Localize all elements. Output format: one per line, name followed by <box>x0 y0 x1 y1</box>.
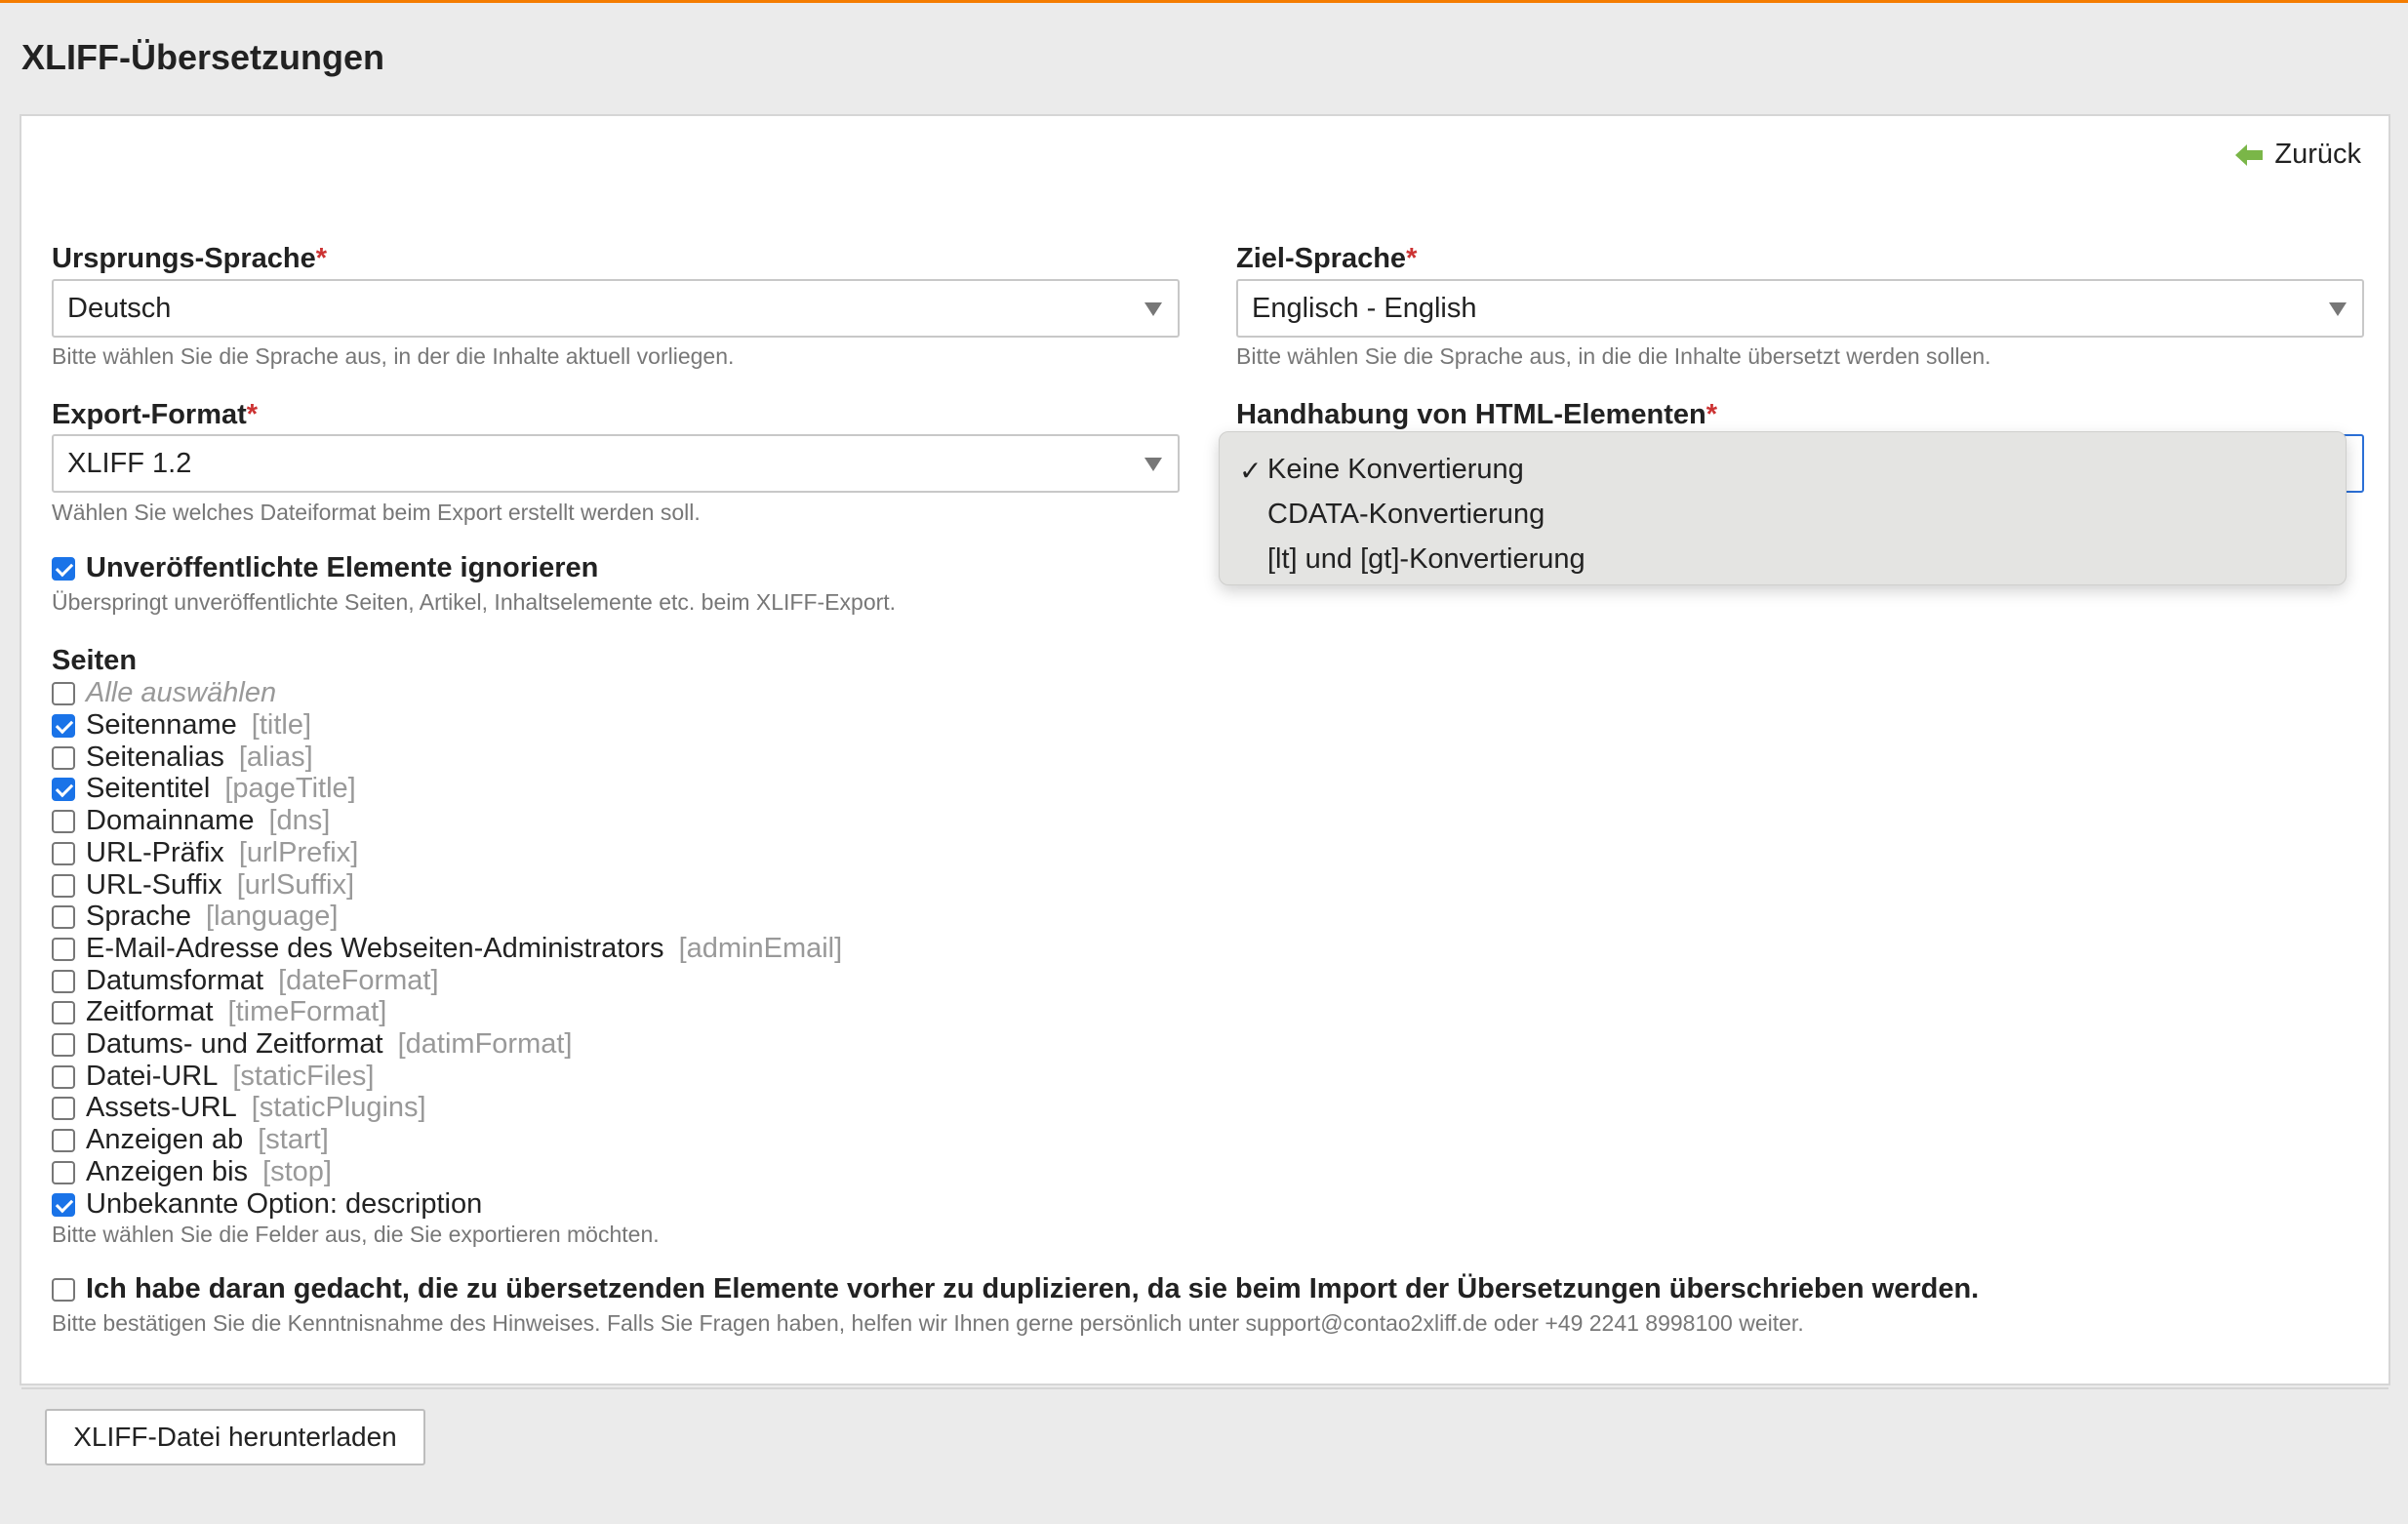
export-format-select[interactable] <box>52 434 1180 493</box>
pages-group-label: Seiten <box>52 645 138 676</box>
page-field-checkbox-row[interactable] <box>52 1124 329 1156</box>
page-field-label: URL-Suffix <box>86 869 222 901</box>
dropdown-option-label: CDATA-Konvertierung <box>1267 498 1545 530</box>
chevron-down-icon <box>1144 302 1162 316</box>
select-all-checkbox[interactable] <box>52 682 75 705</box>
confirm-label: Ich habe daran gedacht, die zu übersetzenden Elemente vorher zu duplizieren, da sie beim Import der Übersetzungen überschrieben werden. <box>86 1273 1980 1304</box>
confirm-checkbox-row[interactable] <box>52 1273 1979 1305</box>
confirm-checkbox[interactable] <box>52 1278 75 1302</box>
page-field-checkbox-row[interactable] <box>52 869 354 902</box>
required-mark: * <box>1406 243 1418 274</box>
confirm-help: Bitte bestätigen Sie die Kenntnisnahme des Hinweises. Falls Sie Fragen haben, helfen wir Ihnen gerne persönlich unter support@contao2xliff.de oder +49 2241 8998100 weiter. <box>52 1310 1804 1336</box>
source-lang-select[interactable] <box>52 279 1180 338</box>
page-field-checkbox-row[interactable] <box>52 1156 332 1188</box>
page-field-key: [title] <box>251 709 312 741</box>
page-field-key: [stop] <box>262 1156 332 1187</box>
checkmark-icon: ✓ <box>1239 456 1263 486</box>
page-field-checkbox[interactable] <box>52 1129 75 1152</box>
dropdown-option-cdata[interactable] <box>1220 492 2346 537</box>
page-field-label: Seitentitel <box>86 773 211 804</box>
page-field-checkbox-row[interactable] <box>52 837 358 869</box>
target-lang-label: Ziel-Sprache* <box>1236 243 1418 274</box>
page-field-key: [timeFormat] <box>227 996 387 1027</box>
export-format-label: Export-Format* <box>52 399 259 430</box>
page-field-label: URL-Präfix <box>86 837 224 868</box>
page-field-label: Anzeigen ab <box>86 1124 244 1155</box>
target-lang-select[interactable] <box>1236 279 2364 338</box>
select-all-checkbox-row[interactable] <box>52 677 276 709</box>
page-field-checkbox-row[interactable] <box>52 965 439 997</box>
page-field-label: Domainname <box>86 805 255 836</box>
page-field-key: [start] <box>258 1124 329 1155</box>
source-lang-value: Deutsch <box>67 292 172 324</box>
page-field-checkbox[interactable] <box>52 778 75 801</box>
page-field-label: Datums- und Zeitformat <box>86 1028 383 1060</box>
page-field-checkbox[interactable] <box>52 810 75 833</box>
page-field-checkbox[interactable] <box>52 1065 75 1089</box>
page-field-label: E-Mail-Adresse des Webseiten-Administrators <box>86 933 664 964</box>
back-link[interactable] <box>2233 139 2361 171</box>
page-field-label: Sprache <box>86 901 192 932</box>
target-lang-help: Bitte wählen Sie die Sprache aus, in die die Inhalte übersetzt werden sollen. <box>1236 343 1991 369</box>
export-format-value: XLIFF 1.2 <box>67 447 192 479</box>
page-field-checkbox-row[interactable] <box>52 1061 374 1093</box>
page-field-checkbox[interactable] <box>52 1097 75 1120</box>
page-field-checkbox-row[interactable] <box>52 901 338 933</box>
form-panel <box>20 114 2390 1385</box>
page-field-key: [staticPlugins] <box>251 1092 426 1123</box>
page-field-checkbox-row[interactable] <box>52 805 330 837</box>
page-field-checkbox[interactable] <box>52 714 75 738</box>
page-field-label: Datei-URL <box>86 1061 219 1092</box>
page-field-key: [language] <box>206 901 339 932</box>
page-field-checkbox[interactable] <box>52 746 75 770</box>
page-field-label: Seitenalias <box>86 742 224 773</box>
required-mark: * <box>246 399 259 430</box>
page-field-checkbox[interactable] <box>52 1161 75 1184</box>
download-xliff-button[interactable]: XLIFF-Datei herunterladen <box>45 1409 425 1465</box>
page-field-key: [pageTitle] <box>224 773 356 804</box>
page-field-key: [dateFormat] <box>278 965 439 996</box>
page-field-label: Seitenname <box>86 709 237 741</box>
page-field-checkbox-row[interactable] <box>52 709 311 742</box>
required-mark: * <box>315 243 328 274</box>
page-field-checkbox-row[interactable] <box>52 996 386 1028</box>
ignore-unpublished-checkbox[interactable] <box>52 557 75 581</box>
dropdown-option-label: [lt] und [gt]-Konvertierung <box>1267 542 1585 575</box>
page-field-checkbox-row[interactable] <box>52 1092 426 1124</box>
page-field-key: [urlSuffix] <box>236 869 355 901</box>
page-field-label: Anzeigen bis <box>86 1156 249 1187</box>
ignore-unpublished-label: Unveröffentlichte Elemente ignorieren <box>86 552 599 583</box>
pages-help: Bitte wählen Sie die Felder aus, die Sie exportieren möchten. <box>52 1222 660 1247</box>
dropdown-option-none[interactable] <box>1220 447 2346 492</box>
page-field-checkbox-row[interactable] <box>52 773 356 805</box>
page-field-checkbox[interactable] <box>52 1193 75 1217</box>
page-field-key: [staticFiles] <box>232 1061 375 1092</box>
page-field-checkbox[interactable] <box>52 1033 75 1057</box>
page-title: XLIFF-Übersetzungen <box>21 37 385 77</box>
page-field-label: Unbekannte Option: description <box>86 1188 483 1220</box>
ignore-unpublished-checkbox-row[interactable] <box>52 552 598 584</box>
export-format-help: Wählen Sie welches Dateiformat beim Export erstellt werden soll. <box>52 500 701 525</box>
page-field-checkbox[interactable] <box>52 970 75 993</box>
source-lang-label: Ursprungs-Sprache* <box>52 243 328 274</box>
page-field-key: [adminEmail] <box>678 933 843 964</box>
page-field-key: [alias] <box>238 742 313 773</box>
required-mark: * <box>1706 399 1718 430</box>
page-field-checkbox[interactable] <box>52 874 75 898</box>
page-field-checkbox[interactable] <box>52 938 75 961</box>
html-handling-dropdown <box>1219 431 2347 585</box>
page-field-checkbox-row[interactable] <box>52 1188 482 1221</box>
page-field-checkbox[interactable] <box>52 842 75 865</box>
top-accent-bar <box>0 0 2408 3</box>
source-lang-help: Bitte wählen Sie die Sprache aus, in der die Inhalte aktuell vorliegen. <box>52 343 735 369</box>
select-all-label: Alle auswählen <box>86 677 277 708</box>
page-field-label: Assets-URL <box>86 1092 237 1123</box>
page-field-key: [dns] <box>268 805 331 836</box>
page-field-checkbox[interactable] <box>52 1001 75 1024</box>
back-arrow-icon <box>2233 140 2265 170</box>
page-field-checkbox-row[interactable] <box>52 1028 572 1061</box>
page-field-key: [urlPrefix] <box>238 837 359 868</box>
page-field-checkbox-row[interactable] <box>52 933 842 965</box>
page-field-key: [datimFormat] <box>397 1028 573 1060</box>
chevron-down-icon <box>1144 458 1162 471</box>
page-field-label: Zeitformat <box>86 996 214 1027</box>
back-link-label: Zurück <box>2274 139 2361 170</box>
html-handling-label: Handhabung von HTML-Elementen* <box>1236 399 1718 430</box>
chevron-down-icon <box>2329 302 2347 316</box>
page-field-label: Datumsformat <box>86 965 264 996</box>
page-field-checkbox-row[interactable] <box>52 742 313 774</box>
footer-divider <box>21 1387 2388 1389</box>
dropdown-option-label: Keine Konvertierung <box>1267 453 1524 485</box>
dropdown-option-lt-gt[interactable] <box>1220 537 2346 582</box>
ignore-unpublished-help: Überspringt unveröffentlichte Seiten, Artikel, Inhaltselemente etc. beim XLIFF-Export. <box>52 589 897 615</box>
target-lang-value: Englisch - English <box>1252 292 1477 324</box>
page-field-checkbox[interactable] <box>52 905 75 929</box>
